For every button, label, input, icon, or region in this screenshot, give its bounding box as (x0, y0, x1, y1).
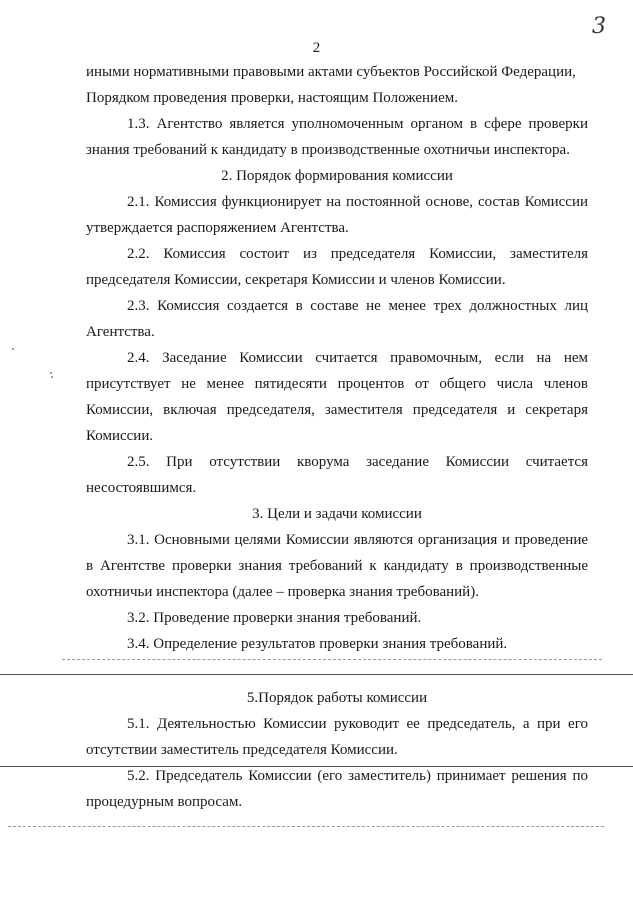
text-line: 2.3. Комиссия создается в составе не менее трех должностных лиц (127, 298, 588, 314)
page-number: 2 (312, 40, 321, 56)
text-line: Порядком проведения проверки, настоящим Положением. (86, 90, 458, 106)
text-line: 3.1. Основными целями Комиссии являются организация и проведение (127, 532, 588, 548)
text-line: несостоявшимся. (86, 480, 197, 496)
text-line: процедурным вопросам. (86, 794, 243, 810)
scan-speck (50, 372, 52, 374)
text-line: 2.2. Комиссия состоит из председателя Комиссии, заместителя (127, 246, 588, 262)
text-line: 3.2. Проведение проверки знания требований. (127, 610, 422, 626)
text-line: 2.5. При отсутствии кворума заседание Комиссии считается (127, 454, 588, 470)
text-line: охотничьи инспектора (далее – проверка знания требований). (86, 584, 479, 600)
cut-line (0, 674, 633, 675)
section-heading: 5.Порядок работы комиссии (246, 690, 428, 706)
text-line: утверждается распоряжением Агентства. (86, 220, 349, 236)
text-line: присутствует не менее пятидесяти процентов от общего числа членов (86, 376, 588, 392)
scan-speck (51, 376, 53, 378)
text-line: Агентства. (86, 324, 155, 340)
text-line: отсутствии заместитель председателя Комиссии. (86, 742, 398, 758)
scan-artifact-line (62, 659, 602, 660)
section-heading: 2. Порядок формирования комиссии (221, 168, 453, 184)
text-line: 5.2. Председатель Комиссии (его заместитель) принимает решения по (127, 768, 588, 784)
text-line: председателя Комиссии, секретаря Комиссии и членов Комиссии. (86, 272, 506, 288)
text-line: 5.1. Деятельностью Комиссии руководит ее председатель, а при его (127, 716, 588, 732)
scan-artifact-line (8, 826, 604, 827)
text-line: 1.3. Агентство является уполномоченным органом в сфере проверки (127, 116, 588, 132)
text-line: в Агентстве проверки знания требований к кандидату в производственные (86, 558, 588, 574)
text-line: Комиссии. (86, 428, 154, 444)
text-line: знания требований к кандидату в производственные охотничьи инспектора. (86, 142, 570, 158)
text-line: иными нормативными правовыми актами субъектов Российской Федерации, (86, 64, 576, 80)
text-line: 3.4. Определение результатов проверки знания требований. (127, 636, 508, 652)
text-line: 2.4. Заседание Комиссии считается правомочным, если на нем (127, 350, 588, 366)
handwritten-page-mark: 3 (592, 14, 606, 39)
text-line: Комиссии, включая председателя, заместителя председателя и секретаря (86, 402, 588, 418)
text-line: 2.1. Комиссия функционирует на постоянной основе, состав Комиссии (127, 194, 588, 210)
scan-speck (12, 348, 14, 350)
section-heading: 3. Цели и задачи комиссии (252, 506, 422, 522)
